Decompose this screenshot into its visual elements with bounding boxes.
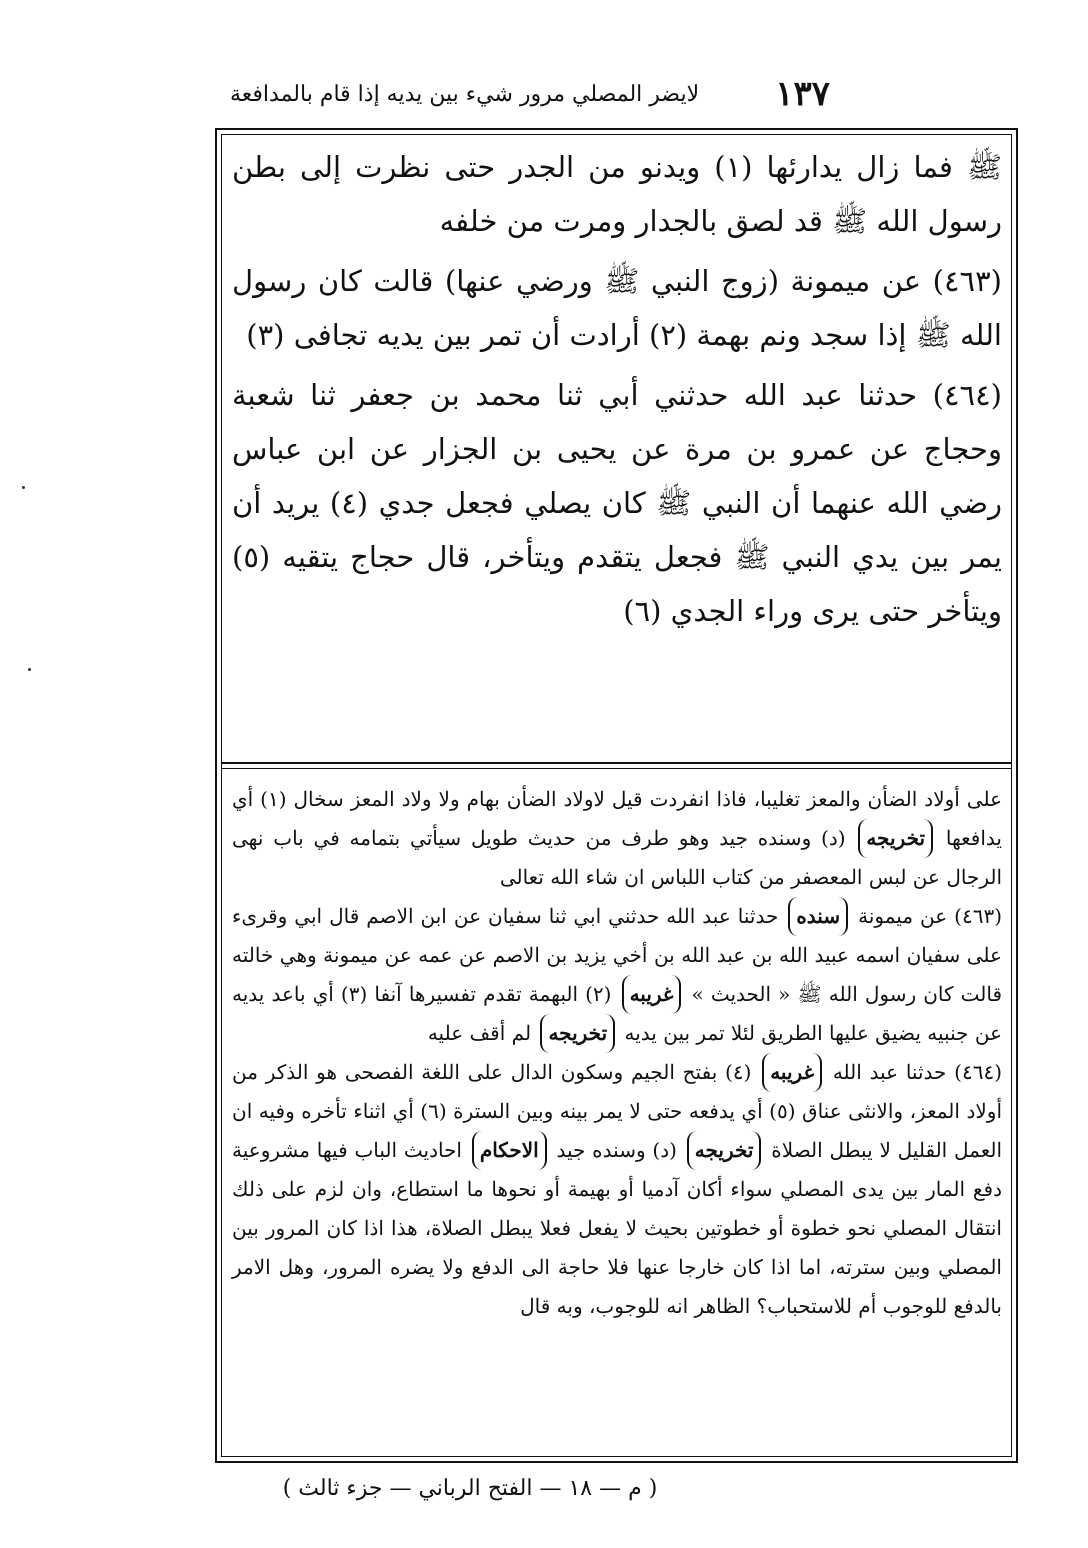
running-title: لايضر المصلي مرور شيء بين يديه إذا قام بالمدافعة <box>230 81 700 107</box>
note-text: (٤) بفتح الجيم وسكون الدال على اللغة الفصحى هو الذكر من أولاد المعز، والانثى عناق (٥) أي يدفعه حتى لا يمر بينه وبين السترة (٦) أي اثناء تأخره وفيه ان العمل القليل لا يبطل الصلاة <box>232 1060 1003 1162</box>
note-text: على أولاد الضأن والمعز تغليبا، فاذا انفردت قيل لاولاد الضأن بهام ولا ولاد المعز سخال (١) أي يدافعها <box>232 787 1002 850</box>
page-footer: ( م — ١٨ — الفتح الرباني — جزء ثالث ) <box>282 1476 658 1501</box>
ornament-label: غريبه <box>762 1053 822 1092</box>
note-text: (٢) البهمة تقدم تفسيرها آنفا (٣) أي باعد يديه عن جنبيه يضيق عليها الطريق لئلا تمر بين يديه <box>232 982 1002 1045</box>
note-text: احاديث الباب فيها مشروعية دفع المار بين يدى المصلي سواء أكان آدميا أو بهيمة أو نحوها ما استطاع، وان لزم على ذلك انتقال المصلي نحو خطوة أو خطوتين بحيث لا يفعل فعلا يبطل الصلاة، هذا اذا كان المرور بين المصلي وبين سترته، اما اذا كان خارجا عنها فلا حاجة الى الدفع ولا يضره المرور، وهل الامر بالدفع للوجوب أم للاستحباب؟ الظاهر انه للوجوب، وبه قال <box>232 1138 1002 1318</box>
ornament-label: الاحكام <box>472 1131 547 1170</box>
hadith-paragraph: (٤٦٤) حدثنا عبد الله حدثني أبي ثنا محمد بن جعفر ثنا شعبة وحجاج عن عمرو بن مرة عن يحيى بن الجزار عن ابن عباس رضي الله عنهما أن النبي ﷺ كان يصلي فجعل جدي (٤) يريد أن يمر بين يدي النبي ﷺ فجعل يتقدم ويتأخر، قال حجاج يتقيه (٥) ويتأخر حتى يرى وراء الجدي (٦) <box>232 378 1002 628</box>
note-block <box>232 897 1002 1053</box>
note-text: (٤٦٣) عن ميمونة <box>858 904 1003 928</box>
main-text <box>232 140 1002 644</box>
note-text: لم أقف عليه <box>427 1021 532 1045</box>
note-text: (٤٦٤) حدثنا عبد الله <box>832 1060 1002 1084</box>
note-text: (د) وسنده جيد وهو طرف من حديث طويل سيأتي بتمامه في باب نهى الرجال عن لبس المعصفر من كتاب اللباس ان شاء الله تعالى <box>232 826 1002 889</box>
section-divider <box>222 762 1012 764</box>
hadith-paragraph: (٤٦٣) عن ميمونة (زوج النبي ﷺ ورضي عنها) قالت كان رسول الله ﷺ إذا سجد ونم بهمة (٢) أرادت أن تمر بين يديه تجافى (٣) <box>232 264 1002 352</box>
hadith-paragraph: ﷺ فما زال يدارئها (١) ويدنو من الجدر حتى نظرت إلى بطن رسول الله ﷺ قد لصق بالجدار ومرت من خلفه <box>232 150 1003 238</box>
scan-speck <box>22 486 25 489</box>
ornament-label: غريبه <box>622 975 682 1014</box>
ornament-label: تخريجه <box>540 1014 615 1053</box>
note-text: (د) وسنده جيد <box>556 1138 677 1162</box>
section-divider-thin <box>222 768 1012 769</box>
ornament-label: سنده <box>788 897 848 936</box>
note-block <box>232 780 1002 897</box>
scan-speck <box>28 668 31 671</box>
ornament-label: تخريجه <box>858 819 933 858</box>
note-text: حدثنا عبد الله حدثني ابي ثنا سفيان عن ابن الاصم قال ابي وقرىء على سفيان اسمه عبيد الله بن عبد الله بن أخي يزيد بن الاصم عن عمه عن ميمونة وهي خالته قالت كان رسول الله ﷺ « الحديث » <box>232 904 1002 1006</box>
page-header <box>230 74 830 114</box>
ornament-label: تخريجه <box>687 1131 762 1170</box>
commentary-notes <box>232 780 1002 1326</box>
note-block <box>232 1053 1002 1326</box>
page-number: ١٣٧ <box>775 74 830 114</box>
